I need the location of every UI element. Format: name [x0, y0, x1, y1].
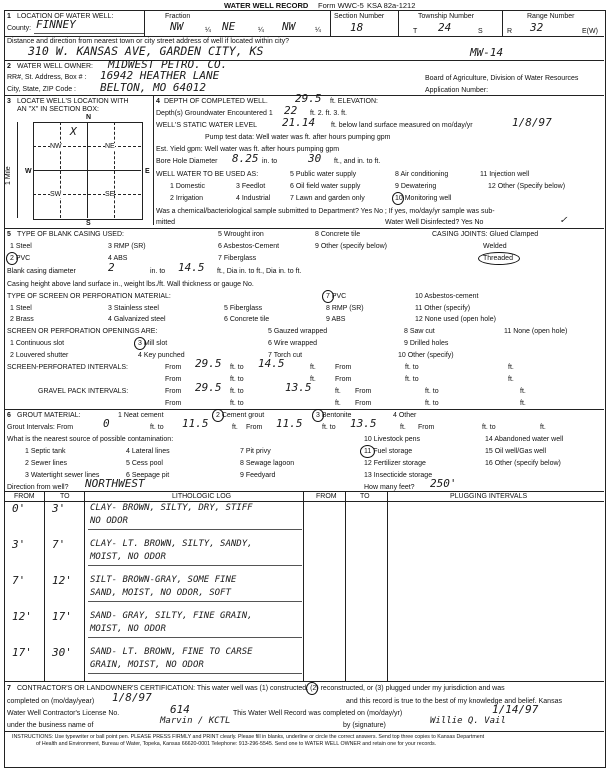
fraction-3[interactable]: NW: [282, 20, 296, 33]
constructed-circle[interactable]: [306, 682, 318, 695]
threaded-circle[interactable]: [478, 252, 520, 265]
bentonite-circle[interactable]: [312, 409, 324, 422]
mill-slot-circle[interactable]: [134, 337, 146, 350]
bore-value[interactable]: 8.25: [232, 152, 259, 165]
address-value[interactable]: 310 W. KANSAS AVE, GARDEN CITY, KS: [28, 44, 264, 58]
depth-label: DEPTH OF COMPLETED WELL.: [164, 98, 268, 105]
pvc-casing-circle[interactable]: [6, 252, 18, 265]
groundwater-1[interactable]: 22: [284, 104, 298, 117]
range-label: Range Number: [527, 13, 575, 20]
disinfected-no-check[interactable]: ✓: [560, 213, 567, 226]
certification-text: CONTRACTOR'S OR LANDOWNER'S CERTIFICATION: This water well was (1) constructed, (2) reconstructed, or (3) plugged under my jurisdiction and was: [17, 685, 505, 692]
bore-label: Bore Hole Diameter: [156, 158, 218, 165]
log-to[interactable]: 7': [52, 538, 66, 551]
range-ew: E(W): [582, 28, 598, 35]
license-number[interactable]: 614: [170, 703, 190, 716]
log-to[interactable]: 3': [52, 502, 66, 515]
direction-value[interactable]: NORTHWEST: [85, 477, 145, 490]
log-from[interactable]: 7': [12, 574, 26, 587]
log-description[interactable]: MOIST, NO ODOR: [90, 552, 166, 562]
log-row-divider: [88, 673, 302, 674]
log-from[interactable]: 12': [12, 610, 32, 623]
perforated-from[interactable]: 29.5: [195, 357, 222, 370]
fraction-label: Fraction: [165, 13, 191, 20]
s1-location-label: LOCATION OF WATER WELL:: [17, 13, 114, 20]
s1-number: 1: [7, 13, 11, 20]
city-value[interactable]: BELTON, MO 64012: [100, 81, 206, 94]
gravel-from[interactable]: 29.5: [195, 381, 222, 394]
log-description[interactable]: GRAIN, MOIST, NO ODOR: [90, 660, 204, 670]
static-label: WELL'S STATIC WATER LEVEL: [156, 122, 258, 129]
log-description[interactable]: NO ODOR: [90, 516, 128, 526]
log-from[interactable]: 17': [12, 646, 32, 659]
log-description[interactable]: MOIST, NO ODOR: [90, 624, 166, 634]
pvc-screen-circle[interactable]: [322, 290, 334, 303]
log-description[interactable]: SAND- LT. BROWN, FINE TO CARSE: [90, 647, 253, 657]
monitoring-well-circle[interactable]: [392, 192, 404, 205]
log-to[interactable]: 17': [52, 610, 72, 623]
business-name[interactable]: Marvin / KCTL: [160, 716, 231, 726]
county-value[interactable]: FINNEY: [36, 18, 76, 31]
cement-grout-circle[interactable]: [212, 409, 224, 422]
township-value[interactable]: 24: [438, 21, 452, 34]
grout-2-from[interactable]: 11.5: [276, 417, 303, 430]
log-row-divider: [88, 601, 302, 602]
log-to[interactable]: 12': [52, 574, 72, 587]
log-row-divider: [88, 529, 302, 530]
instructions-2: of Health and Environment, Bureau of Water, Topeka, Kansas 66620-0001 Telephone: 913-296-5545. Send one to WATER WELL OWNER and retain one for your records.: [36, 741, 437, 747]
application: Application Number:: [425, 87, 489, 94]
log-description[interactable]: SILT- BROWN-GRAY, SOME FINE: [90, 575, 237, 585]
section-box[interactable]: [33, 122, 143, 220]
static-value[interactable]: 21.14: [282, 116, 316, 129]
distance-label: Distance and direction from nearest town or city street address of well if located within city?: [7, 38, 290, 45]
grout-1-to[interactable]: 11.5: [182, 417, 209, 430]
log-to[interactable]: 30': [52, 646, 72, 659]
section-label: Section Number: [334, 13, 385, 20]
rr-value[interactable]: 16942 HEATHER LANE: [100, 69, 220, 82]
log-from[interactable]: 0': [12, 502, 26, 515]
township-label: Township Number: [418, 13, 475, 20]
instructions-1: INSTRUCTIONS: Use typewriter or ball point pen. PLEASE PRESS FIRMLY and PRINT clearly. Please fill in blanks, underline or circle the correct answers. Send top three copies to Kansas Department: [12, 734, 485, 740]
log-from[interactable]: 3': [12, 538, 26, 551]
casing-diameter[interactable]: 2: [108, 261, 115, 274]
well-id[interactable]: MW-14: [470, 46, 504, 59]
form-number: Form WWC-5: [318, 1, 364, 10]
fraction-2[interactable]: NE: [222, 20, 236, 33]
feet-value[interactable]: 250': [430, 477, 457, 490]
groundwater-label: Depth(s) Groundwater Encountered 1: [156, 110, 273, 117]
location-x-mark[interactable]: X: [70, 125, 77, 138]
log-description[interactable]: SAND, MOIST, NO ODOR, SOFT: [90, 588, 231, 598]
grout-2-to[interactable]: 13.5: [350, 417, 377, 430]
record-date[interactable]: 1/14/97: [492, 703, 539, 716]
signature[interactable]: Willie Q. Vail: [430, 716, 506, 726]
casing-depth[interactable]: 14.5: [178, 261, 205, 274]
log-description[interactable]: SAND- GRAY, SILTY, FINE GRAIN,: [90, 611, 253, 621]
form-title: WATER WELL RECORD: [224, 1, 309, 10]
fuel-storage-circle[interactable]: [360, 445, 375, 458]
statute: KSA 82a-1212: [367, 1, 416, 10]
log-row-divider: [88, 565, 302, 566]
depth-value[interactable]: 29.5: [295, 92, 322, 105]
board: Board of Agriculture, Division of Water Resources: [425, 75, 579, 82]
perforated-to[interactable]: 14.5: [258, 357, 285, 370]
bore-ft[interactable]: 30: [308, 152, 322, 165]
completed-date[interactable]: 1/8/97: [112, 691, 152, 704]
section-value[interactable]: 18: [350, 21, 364, 34]
gravel-to[interactable]: 13.5: [285, 381, 312, 394]
fraction-1[interactable]: NW: [170, 20, 184, 33]
owner-value[interactable]: MIDWEST PETRO. CO.: [108, 58, 228, 71]
log-description[interactable]: CLAY- BROWN, SILTY, DRY, STIFF: [90, 503, 253, 513]
static-date[interactable]: 1/8/97: [512, 116, 552, 129]
range-value[interactable]: 32: [530, 21, 544, 34]
city-label: City, State, ZIP Code :: [7, 86, 76, 93]
log-description[interactable]: CLAY- LT. BROWN, SILTY, SANDY,: [90, 539, 253, 549]
grout-1-from[interactable]: 0: [103, 417, 110, 430]
owner-label: WATER WELL OWNER:: [17, 63, 93, 70]
county-label: County:: [7, 25, 32, 32]
log-row-divider: [88, 637, 302, 638]
rr-label: RR#, St. Address, Box # :: [7, 74, 87, 81]
